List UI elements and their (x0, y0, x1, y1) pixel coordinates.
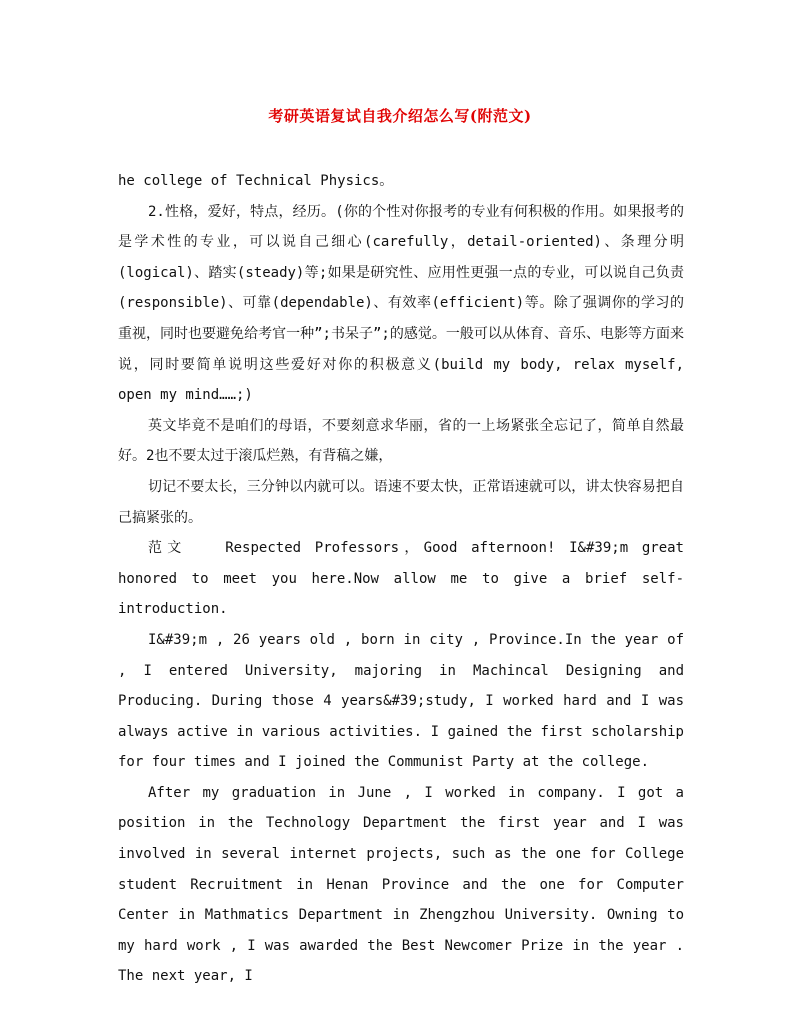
paragraph-sample-work: After my graduation in June , I worked in company. I got a position in the Technology Department the first year and I was involved in several internet projects, such as the one for College student Recruitment in Henan Province and the one for Computer Center in Mathmatics Department in Zhengzhou University. Owning to my hard work , I was awarded the Best Newcomer Prize in the year . The next year, I (118, 784, 684, 985)
paragraph-continuation: he college of Technical Physics。 (118, 173, 394, 189)
paragraph-personality: 2.性格，爱好，特点，经历。(你的个性对你报考的专业有何积极的作用。如果报考的是学术性的专业，可以说自己细心(carefully，detail-oriented)、条理分明(logical)、踏实(steady)等;如果是研究性、应用性更强一点的专业，可以说自己负责(responsible)、可靠(dependable)、有效率(efficient)等。除了强调你的学习的重视，同时也要避免给考官一种”;书呆子”;的感觉。一般可以从体育、音乐、电影等方面来说，同时要简单说明这些爱好对你的积极意义(build my body, relax myself, open my mind……;) (118, 203, 684, 404)
paragraph-length-advice: 切记不要太长，三分钟以内就可以。语速不要太快，正常语速就可以，讲太快容易把自己搞紧张的。 (118, 478, 684, 526)
paragraph-simplicity-advice: 英文毕竟不是咱们的母语，不要刻意求华丽，省的一上场紧张全忘记了，简单自然最好。2也不要太过于滚瓜烂熟，有背稿之嫌， (118, 417, 684, 465)
document-title: 考研英语复试自我介绍怎么写(附范文) (268, 107, 532, 125)
paragraph-sample-background: I&#39;m , 26 years old , born in city , Province.In the year of , I entered University, majoring in Machincal Designing and Producing. During those 4 years&#39;study, I worked hard and I was always active in various activities. I gained the first scholarship for four times and I joined the Communist Party at the college. (118, 631, 684, 771)
document-body (118, 166, 684, 992)
paragraph-sample-opening: 范文 Respected Professors，Good afternoon! I&#39;m great honored to meet you here.Now allow me to give a brief self-introduction. (118, 540, 684, 618)
